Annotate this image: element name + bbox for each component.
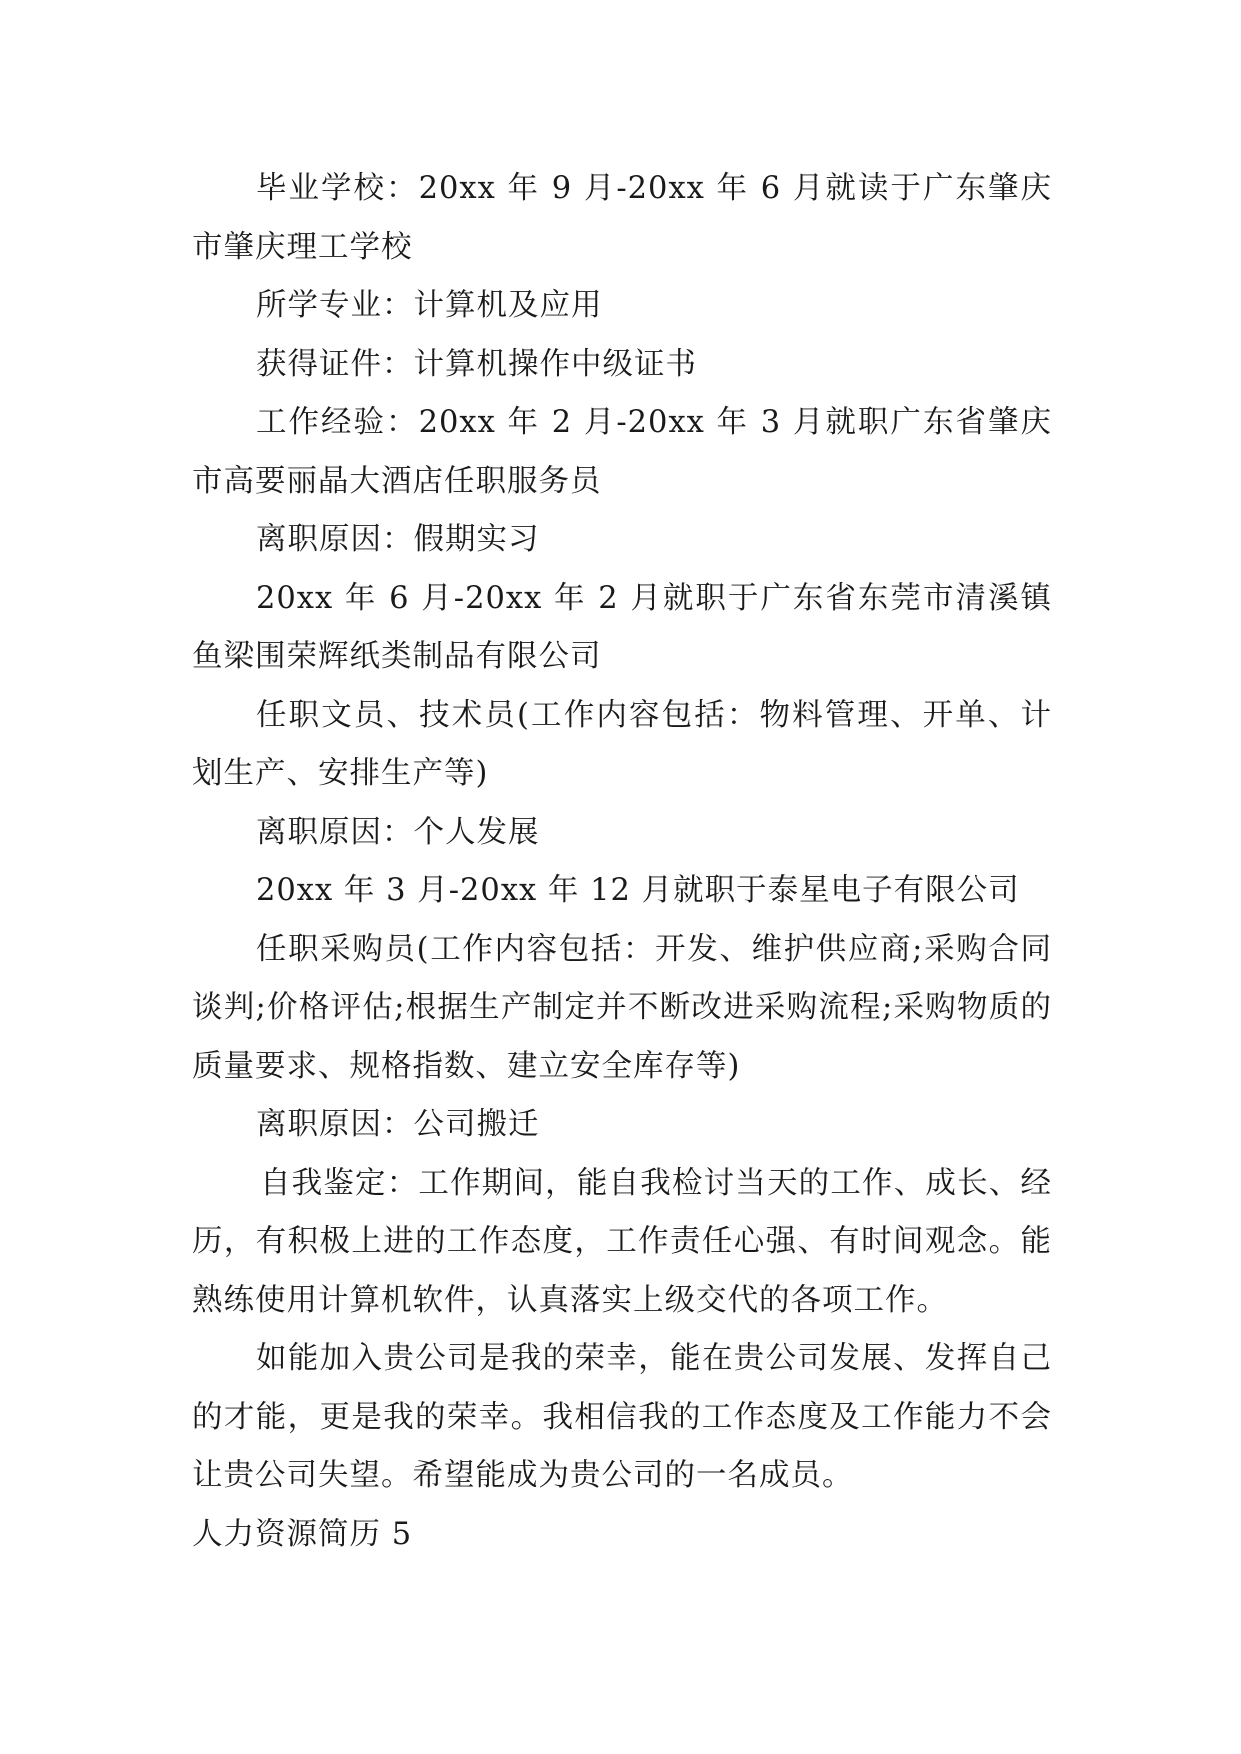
paragraph-job-2: 20xx 年 6 月-20xx 年 2 月就职于广东省东莞市清溪镇鱼梁围荣辉纸类制品有限公司 <box>192 580 1052 674</box>
paragraph-self-assessment: 自我鉴定：工作期间，能自我检讨当天的工作、成长、经历，有积极上进的工作态度，工作责任心强、有时间观念。能熟练使用计算机软件，认真落实上级交代的各项工作。 <box>192 1165 1052 1318</box>
paragraph-closing: 如能加入贵公司是我的荣幸，能在贵公司发展、发挥自己的才能，更是我的荣幸。我相信我的工作态度及工作能力不会让贵公司失望。希望能成为贵公司的一名成员。 <box>192 1341 1052 1493</box>
paragraph-job-3: 20xx 年 3 月-20xx 年 12 月就职于泰星电子有限公司 <box>256 873 1020 908</box>
document-body <box>192 160 1052 1564</box>
paragraph-job-2-duties: 任职文员、技术员(工作内容包括：物料管理、开单、计划生产、安排生产等) <box>192 697 1052 791</box>
paragraph-job-3-duties: 任职采购员(工作内容包括：开发、维护供应商;采购合同谈判;价格评估;根据生产制定并不断改进采购流程;采购物质的质量要求、规格指数、建立安全库存等) <box>192 931 1052 1084</box>
paragraph-work-experience: 工作经验：20xx 年 2 月-20xx 年 3 月就职广东省肇庆市高要丽晶大酒店任职服务员 <box>192 405 1052 499</box>
paragraph-major: 所学专业：计算机及应用 <box>256 288 603 323</box>
section-heading: 人力资源简历 5 <box>192 1516 413 1552</box>
paragraph-leave-reason-1: 离职原因：假期实习 <box>256 522 540 557</box>
paragraph-leave-reason-2: 离职原因：个人发展 <box>256 814 540 850</box>
paragraph-leave-reason-3: 离职原因：公司搬迁 <box>256 1107 540 1142</box>
paragraph-graduation-school: 毕业学校：20xx 年 9 月-20xx 年 6 月就读于广东肇庆市肇庆理工学校 <box>192 171 1052 265</box>
paragraph-certificate: 获得证件：计算机操作中级证书 <box>256 346 697 382</box>
